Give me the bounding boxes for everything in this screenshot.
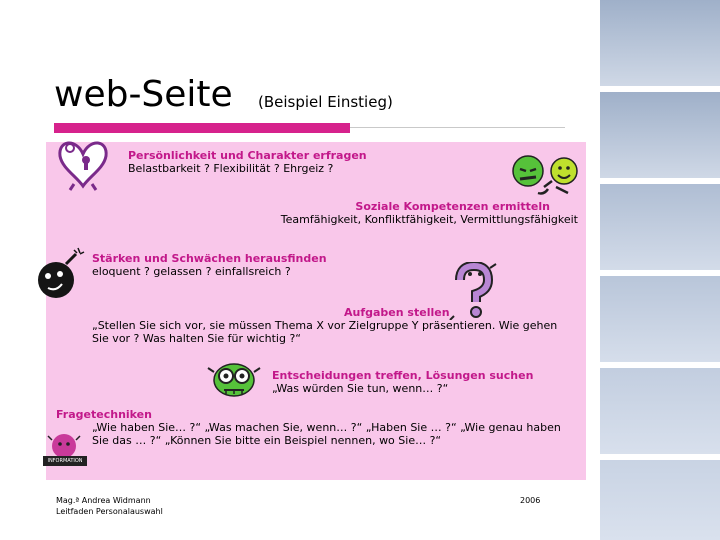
- item-question-techniques-text-2: Sie das … ?“ „Können Sie bitte ein Beispiel nennen, wo Sie… ?“: [92, 434, 442, 447]
- item-personality-heading: Persönlichkeit und Charakter erfragen: [128, 149, 367, 162]
- slide-title: web-Seite: [54, 74, 233, 115]
- two-faces-icon: [508, 151, 584, 197]
- item-strengths-heading: Stärken und Schwächen herausfinden: [92, 252, 327, 265]
- footer-year: 2006: [520, 496, 541, 505]
- item-decisions: [272, 369, 533, 395]
- information-label: INFORMATION: [43, 456, 87, 466]
- item-tasks-heading: Aufgaben stellen: [344, 306, 450, 319]
- item-tasks: [92, 306, 557, 345]
- item-social-text: Teamfähigkeit, Konfliktfähigkeit, Vermittlungsfähigkeit: [280, 213, 578, 226]
- item-social: [270, 200, 578, 226]
- title-divider: [350, 127, 565, 128]
- footer-author: Mag.ª Andrea Widmann: [56, 496, 151, 505]
- item-strengths-text: eloquent ? gelassen ? einfallsreich ?: [92, 265, 291, 278]
- decorative-photo-strip: [600, 0, 720, 540]
- item-personality: [128, 149, 367, 175]
- item-strengths: [92, 252, 327, 278]
- item-social-heading: Soziale Kompetenzen ermitteln: [355, 200, 550, 213]
- heart-lock-icon: [56, 136, 110, 192]
- item-decisions-heading: Entscheidungen treffen, Lösungen suchen: [272, 369, 534, 382]
- footer-document: Leitfaden Personalauswahl: [56, 507, 163, 516]
- item-tasks-text-1: „Stellen Sie sich vor, sie müssen Thema X vor Zielgruppe Y präsentieren. Wie gehen: [92, 319, 558, 332]
- information-figure-icon: [42, 430, 88, 472]
- slide-subtitle: (Beispiel Einstieg): [258, 93, 393, 111]
- item-question-techniques: [56, 408, 561, 447]
- item-question-techniques-heading: Fragetechniken: [56, 408, 152, 421]
- goggle-face-icon: [206, 358, 262, 402]
- item-tasks-text-2: Sie vor ? Was halten Sie für wichtig ?“: [92, 332, 301, 345]
- bomb-face-icon: [34, 246, 88, 304]
- item-personality-text: Belastbarkeit ? Flexibilität ? Ehrgeiz ?: [128, 162, 334, 175]
- item-question-techniques-text-1: „Wie haben Sie… ?“ „Was machen Sie, wenn… ?“ „Haben Sie … ?“ „Wie genau haben: [92, 421, 561, 434]
- title-accent-bar: [54, 123, 350, 133]
- item-decisions-text: „Was würden Sie tun, wenn… ?“: [272, 382, 449, 395]
